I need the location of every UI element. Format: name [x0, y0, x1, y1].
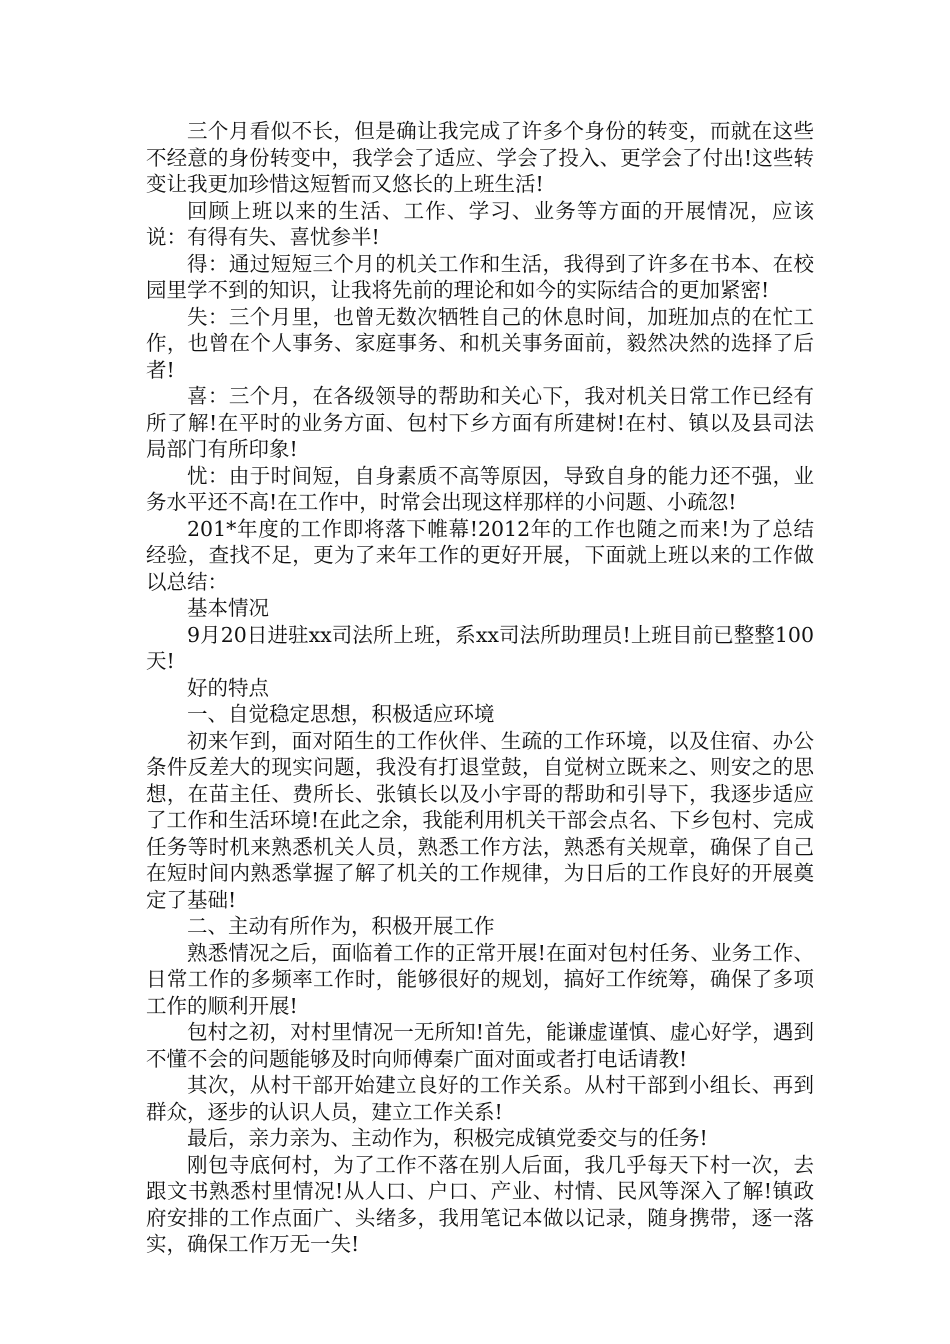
- paragraph-summary-intro: 201*年度的工作即将落下帷幕!2012年的工作也随之而来!为了总结经验，查找不足，更为了来年工作的更好开展，下面就上班以来的工作做以总结：: [146, 516, 814, 594]
- paragraph-joys: 喜：三个月，在各级领导的帮助和关心下，我对机关日常工作已经有所了解!在平时的业务方面、包村下乡方面有所建树!在村、镇以及县司法局部门有所印象!: [146, 384, 814, 461]
- paragraph-work-planning: 熟悉情况之后，面临着工作的正常开展!在面对包村任务、业务工作、日常工作的多频率工作时，能够很好的规划，搞好工作统筹，确保了多项工作的顺利开展!: [146, 940, 814, 1018]
- paragraph-gains: 得：通过短短三个月的机关工作和生活，我得到了许多在书本、在校园里学不到的知识，让我将先前的理论和如今的实际结合的更加紧密!: [146, 251, 814, 302]
- heading-section-one: 一、自觉稳定思想，积极适应环境: [187, 702, 495, 726]
- paragraph-village-start: 包村之初，对村里情况一无所知!首先，能谦虚谨慎、虚心好学，遇到不懂不会的问题能够及时向师傅秦广面对面或者打电话请教!: [146, 1020, 814, 1071]
- paragraph-review: 回顾上班以来的生活、工作、学习、业务等方面的开展情况，应该说：有得有失、喜忧参半!: [146, 198, 814, 249]
- paragraph-basic-info: 9月20日进驻xx司法所上班，系xx司法所助理员!上班目前已整整100天!: [146, 622, 814, 673]
- paragraph-village-visits: 刚包寺底何村，为了工作不落在别人后面，我几乎每天下村一次，去跟文书熟悉村里情况!从人口、户口、产业、村情、民风等深入了解!镇政府安排的工作点面广、头绪多，我用笔记本做以记录，随身携带，逐一落实，确保工作万无一失!: [146, 1152, 814, 1256]
- document-body: [146, 118, 814, 1258]
- paragraph-tasks: 最后，亲力亲为、主动作为，积极完成镇党委交与的任务!: [187, 1126, 708, 1150]
- heading-section-two: 二、主动有所作为，积极开展工作: [187, 914, 495, 938]
- paragraph-intro: 三个月看似不长，但是确让我完成了许多个身份的转变，而就在这些不经意的身份转变中，我学会了适应、学会了投入、更学会了付出!这些转变让我更加珍惜这短暂而又悠长的上班生活!: [146, 119, 814, 196]
- paragraph-relationships: 其次，从村干部开始建立良好的工作关系。从村干部到小组长、再到群众，逐步的认识人员，建立工作关系!: [146, 1073, 814, 1124]
- heading-basic-info: 基本情况: [187, 596, 269, 620]
- paragraph-adaptation: 初来乍到，面对陌生的工作伙伴、生疏的工作环境，以及住宿、办公条件反差大的现实问题，我没有打退堂鼓，自觉树立既来之、则安之的思想，在苗主任、费所长、张镇长以及小宇哥的帮助和引导下，我逐步适应了工作和生活环境!在此之余，我能利用机关干部会点名、下乡包村、完成任务等时机来熟悉机关人员，熟悉工作方法，熟悉有关规章，确保了自己在短时间内熟悉掌握了解了机关的工作规律，为日后的工作良好的开展奠定了基础!: [146, 728, 814, 912]
- paragraph-worries: 忧：由于时间短，自身素质不高等原因，导致自身的能力还不强，业务水平还不高!在工作中，时常会出现这样那样的小问题、小疏忽!: [146, 463, 814, 514]
- heading-good-points: 好的特点: [187, 675, 269, 700]
- paragraph-losses: 失：三个月里，也曾无数次牺牲自己的休息时间，加班加点的在忙工作，也曾在个人事务、家庭事务、和机关事务面前，毅然决然的选择了后者!: [146, 304, 814, 382]
